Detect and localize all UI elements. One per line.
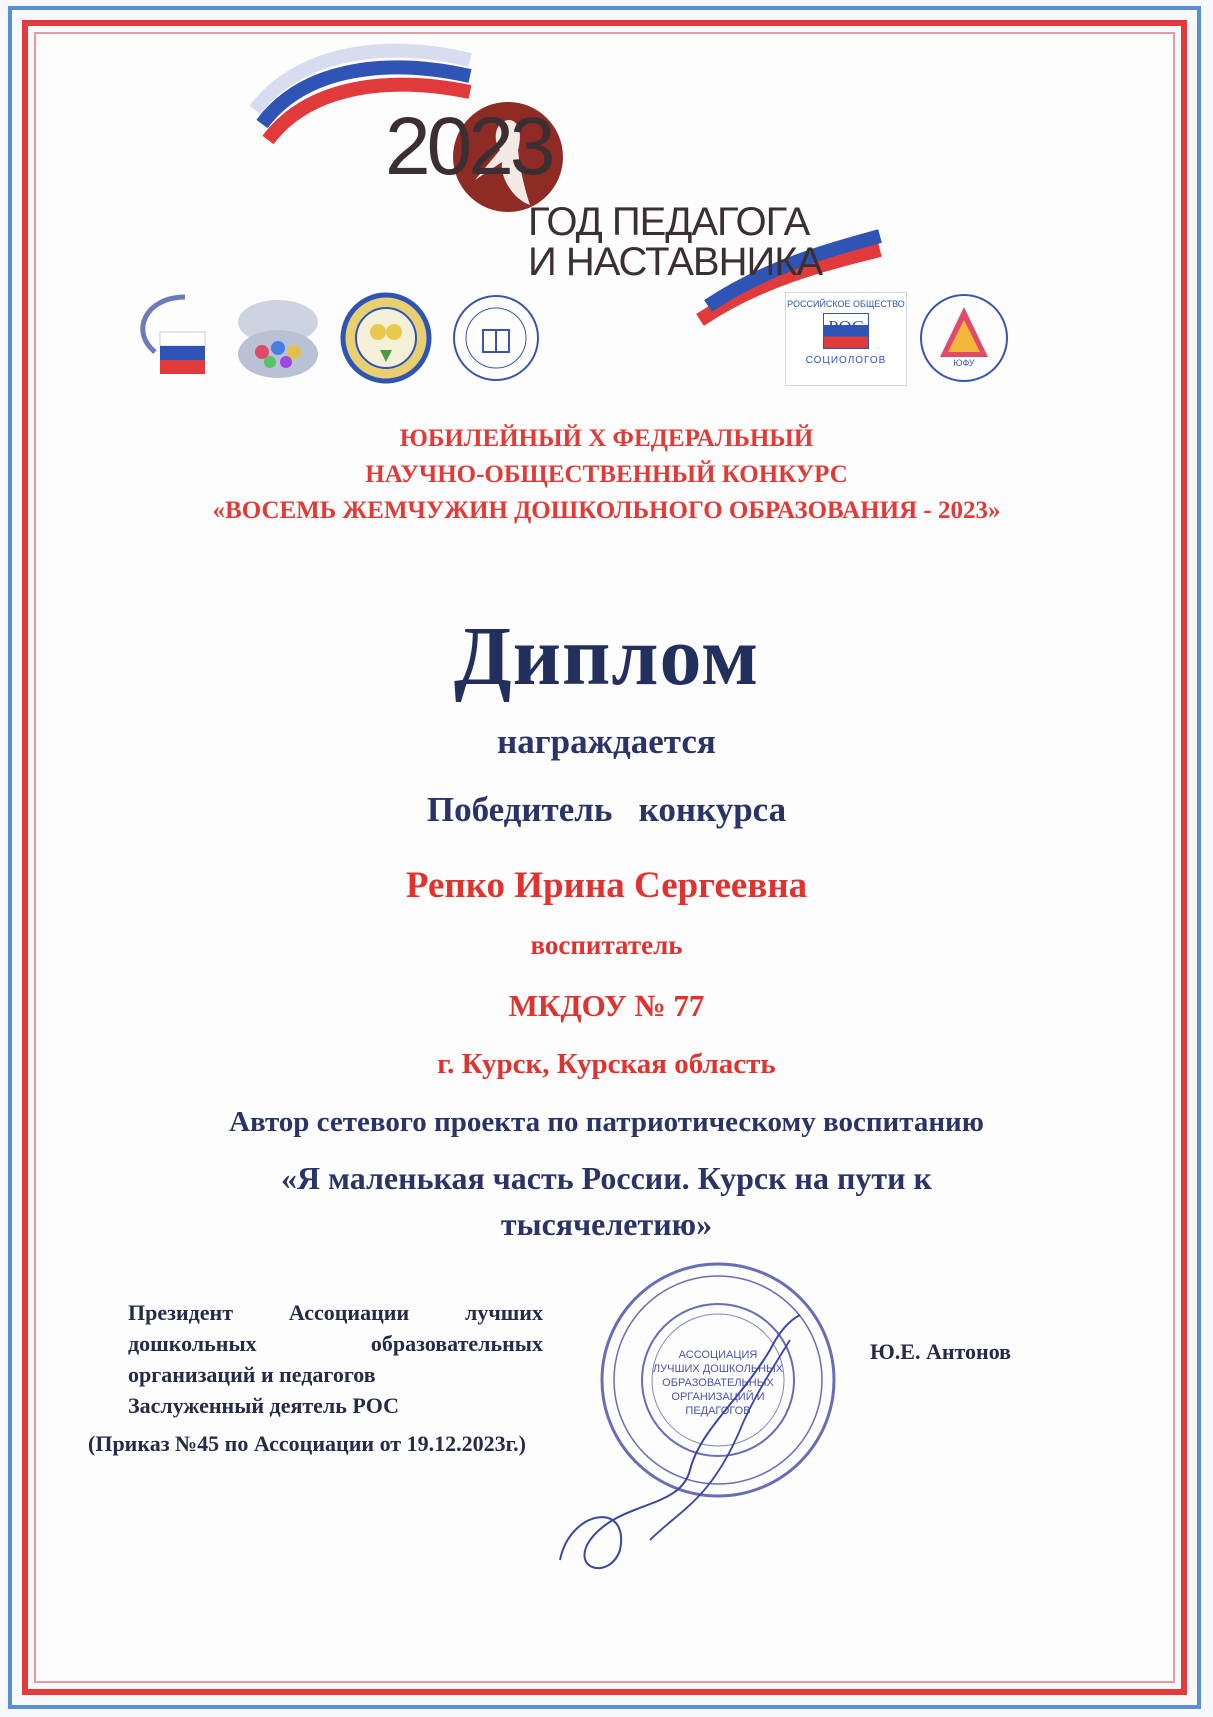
awarded-text: награждается bbox=[497, 722, 716, 761]
sig-line4: Заслуженный деятель РОС bbox=[128, 1393, 399, 1418]
stamp-line3: ОБРАЗОВАТЕЛЬНЫХ bbox=[662, 1377, 774, 1389]
ufu-label: ЮФУ bbox=[953, 358, 975, 368]
stamp-line2: ЛУЧШИХ ДОШКОЛЬНЫХ bbox=[652, 1363, 784, 1375]
handwritten-signature bbox=[540, 1310, 840, 1590]
sunburst-icon bbox=[918, 292, 1010, 384]
city-text: г. Курск, Курская область bbox=[437, 1048, 776, 1080]
publishing-house-logo bbox=[450, 292, 542, 384]
recipient-name: Репко Ирина Сергеевна bbox=[405, 865, 808, 906]
ros-society-top-text: РОССИЙСКОЕ ОБЩЕСТВО bbox=[787, 299, 905, 309]
year-title-line1: ГОД ПЕДАГОГА bbox=[528, 200, 810, 244]
year-text: 2023 bbox=[385, 101, 552, 192]
signer-name: Ю.Е. Антонов bbox=[870, 1339, 1012, 1364]
stamp-line4: ОРГАНИЗАЦИЙ И bbox=[671, 1391, 765, 1403]
contest-line1: ЮБИЛЕЙНЫЙ X ФЕДЕРАЛЬНЫЙ bbox=[399, 425, 814, 452]
sig-line1: Президент Ассоциации лучших bbox=[128, 1300, 543, 1325]
ros-society-abbr: РОС bbox=[823, 313, 869, 349]
sig-line2: дошкольных образовательных bbox=[128, 1331, 543, 1356]
contest-line2: НАУЧНО-ОБЩЕСТВЕННЫЙ КОНКУРС bbox=[365, 461, 848, 488]
ros-society-logo bbox=[785, 292, 907, 386]
order-reference: (Приказ №45 по Ассоциации от 19.12.2023г.) bbox=[88, 1431, 526, 1456]
association-logo bbox=[125, 292, 210, 384]
project-title-line1: «Я маленькая часть России. Курск на пути к bbox=[281, 1160, 932, 1196]
project-title-line2: тысячелетию» bbox=[500, 1206, 713, 1242]
southern-federal-university-logo bbox=[918, 292, 1010, 384]
year-title-line2: И НАСТАВНИКА bbox=[528, 240, 823, 284]
contest-line3: «ВОСЕМЬ ЖЕМЧУЖИН ДОШКОЛЬНОГО ОБРАЗОВАНИЯ - 2023» bbox=[212, 497, 1001, 524]
sig-line3: организаций и педагогов bbox=[128, 1362, 376, 1387]
organization-text: МКДОУ № 77 bbox=[508, 988, 705, 1023]
stamp-line1: АССОЦИАЦИЯ bbox=[678, 1349, 758, 1361]
position-text: воспитатель bbox=[530, 930, 683, 960]
diploma-title: Диплом bbox=[453, 610, 760, 703]
ros-society-bottom-text: СОЦИОЛОГОВ bbox=[805, 355, 887, 366]
pearl-shell-logo bbox=[232, 292, 324, 384]
round-emblem-logo bbox=[340, 292, 432, 384]
author-line: Автор сетевого проекта по патриотическому воспитанию bbox=[229, 1106, 984, 1138]
stamp-line5: ПЕДАГОГОВ bbox=[685, 1405, 751, 1417]
rank-text: Победитель конкурса bbox=[426, 790, 787, 829]
